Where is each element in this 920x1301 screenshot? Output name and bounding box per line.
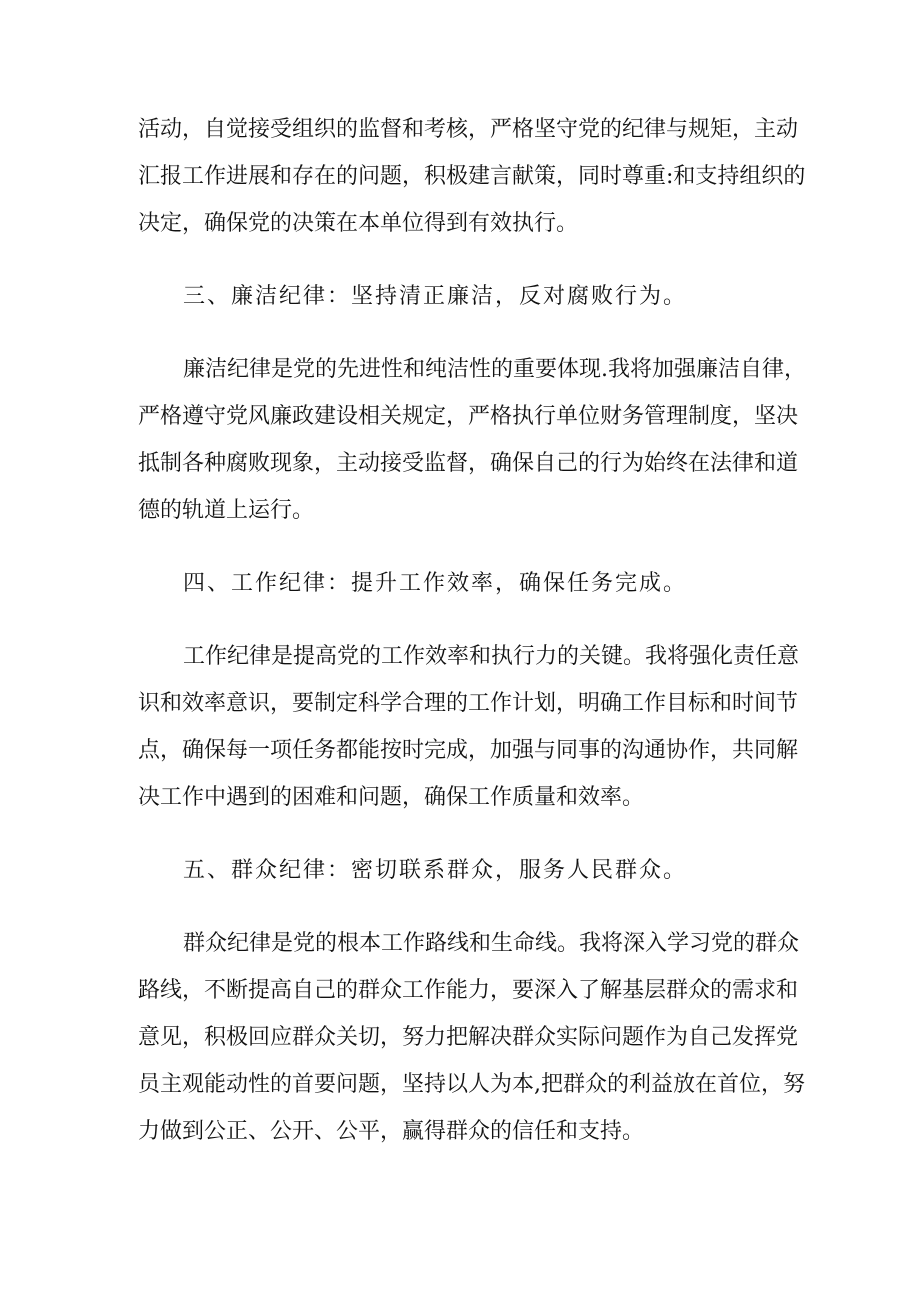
paragraph-line: 活动，自觉接受组织的监督和考核，严格坚守党的纪律与规矩，主动 (138, 117, 799, 142)
paragraph-line: 工作纪律是提高党的工作效率和执行力的关键。我将强化责任意 (183, 644, 800, 669)
section-heading-5: 五、群众纪律：密切联系群众，服务人民群众。 (183, 858, 688, 883)
paragraph-line: 抵制各种腐败现象，主动接受监督，确保自己的行为始终在法律和道 (138, 451, 799, 476)
paragraph-line: 决工作中遇到的困难和问题，确保工作质量和效率。 (138, 785, 645, 810)
paragraph-line: 严格遵守党风廉政建设相关规定，严格执行单位财务管理制度，坚决 (138, 404, 799, 429)
paragraph-line: 识和效率意识，要制定科学合理的工作计划，明确工作目标和时间节 (138, 691, 799, 716)
section-heading-4: 四、工作纪律：提升工作效率，确保任务完成。 (183, 571, 688, 596)
paragraph-line: 汇报工作进展和存在的问题，积极建言献策，同时尊重:和支持组织的 (138, 164, 806, 189)
paragraph-line: 廉洁纪律是党的先进性和纯洁性的重要体现.我将加强廉洁自律， (183, 357, 806, 382)
paragraph-line: 德的轨道上运行。 (138, 498, 315, 523)
paragraph-line: 员主观能动性的首要问题，坚持以人为本,把群众的利益放在首位，努 (138, 1072, 805, 1097)
section-heading-3: 三、廉洁纪律：坚持清正廉洁，反对腐败行为。 (183, 284, 688, 309)
paragraph-line: 意见，积极回应群众关切，努力把解决群众实际问题作为自己发挥党 (138, 1025, 799, 1050)
paragraph-line: 群众纪律是党的根本工作路线和生命线。我将深入学习党的群众 (183, 931, 800, 956)
paragraph-line: 决定，确保党的决策在本单位得到有效执行。 (138, 211, 579, 236)
paragraph-line: 力做到公正、公开、公平，赢得群众的信任和支持。 (138, 1119, 645, 1144)
paragraph-line: 路线，不断提高自己的群众工作能力，要深入了解基层群众的需求和 (138, 978, 799, 1003)
paragraph-line: 点，确保每一项任务都能按时完成，加强与同事的沟通协作，共同解 (138, 738, 799, 763)
